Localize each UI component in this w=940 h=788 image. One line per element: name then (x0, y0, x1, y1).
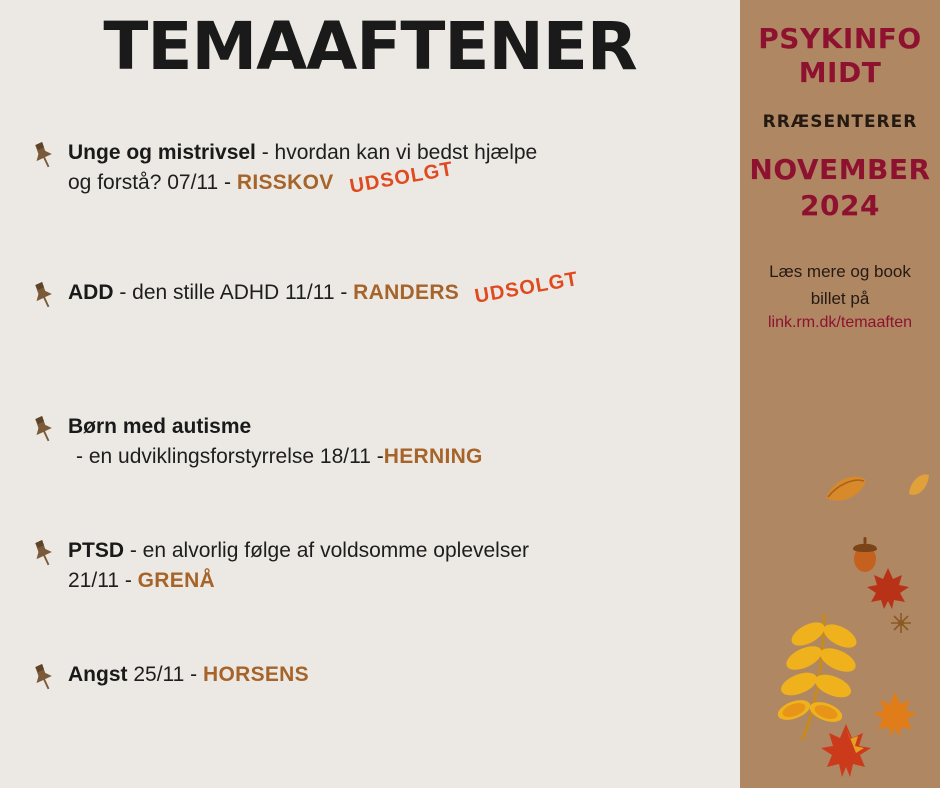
maple-leaf-icon (872, 690, 918, 738)
event-title: ADD (68, 281, 114, 304)
event-city: GRENÅ (137, 569, 215, 592)
list-item (28, 267, 728, 340)
brand-name (740, 22, 940, 90)
event-city: HORSENS (203, 663, 309, 686)
event-line-1 (68, 536, 728, 566)
event-desc-1: 25/11 - (127, 663, 203, 686)
list-item (28, 660, 728, 722)
list-item (28, 138, 728, 200)
maple-leaf-icon (820, 722, 872, 778)
brand-line-2: MIDT (798, 56, 882, 89)
event-line-2 (68, 442, 728, 472)
event-title: Angst (68, 663, 128, 686)
event-city: RISSKOV (236, 171, 334, 194)
pushpin-icon (28, 280, 58, 310)
event-city: HERNING (383, 445, 483, 468)
events-list (28, 138, 728, 722)
list-item (28, 412, 728, 474)
event-line-1 (68, 660, 728, 690)
pushpin-icon (28, 140, 58, 170)
event-title: Børn med autisme (68, 415, 252, 438)
list-item (28, 536, 728, 598)
brand-line-1: PSYKINFO (758, 22, 922, 55)
pushpin-icon (28, 662, 58, 692)
month-label: NOVEMBER (749, 153, 931, 186)
pushpin-icon (28, 538, 58, 568)
status-badge: UDSOLGT (473, 267, 581, 308)
date-block (740, 152, 940, 224)
sidebar-text-block (740, 22, 940, 332)
booking-link[interactable]: link.rm.dk/temaaften (767, 314, 913, 331)
event-line-1 (68, 267, 728, 308)
maple-leaf-icon (866, 566, 910, 610)
event-title: Unge og mistrivsel (68, 141, 256, 164)
event-line-2 (68, 566, 728, 596)
event-desc-2: - en udviklingsforstyrrelse 18/11 - (76, 445, 384, 468)
presents-label: RRÆSENTERER (762, 112, 918, 132)
event-title: PTSD (68, 539, 125, 562)
year-label: 2024 (800, 189, 880, 222)
page-title: TEMAAFTENER (103, 8, 637, 85)
poster-sidebar (740, 0, 940, 788)
event-line-2 (68, 157, 728, 198)
event-line-1 (68, 412, 728, 442)
booking-info (740, 258, 940, 312)
booking-line-1: Læs mere og book (769, 262, 911, 281)
event-desc-1: - den stille ADHD 11/11 - (113, 281, 354, 304)
event-city: RANDERS (353, 281, 460, 304)
star-anise-icon (890, 612, 912, 634)
status-badge: UDSOLGT (347, 157, 455, 198)
event-desc-1: - hvordan kan vi bedst hjælpe (255, 141, 538, 164)
booking-line-2: billet på (810, 289, 870, 308)
leaf-icon (822, 468, 870, 510)
pushpin-icon (28, 414, 58, 444)
event-desc-1: - en alvorlig følge af voldsomme oplevelser (124, 539, 530, 562)
leaf-icon (906, 470, 932, 500)
event-desc-2: og forstå? 07/11 - (68, 171, 237, 194)
event-desc-2: 21/11 - (68, 569, 138, 592)
